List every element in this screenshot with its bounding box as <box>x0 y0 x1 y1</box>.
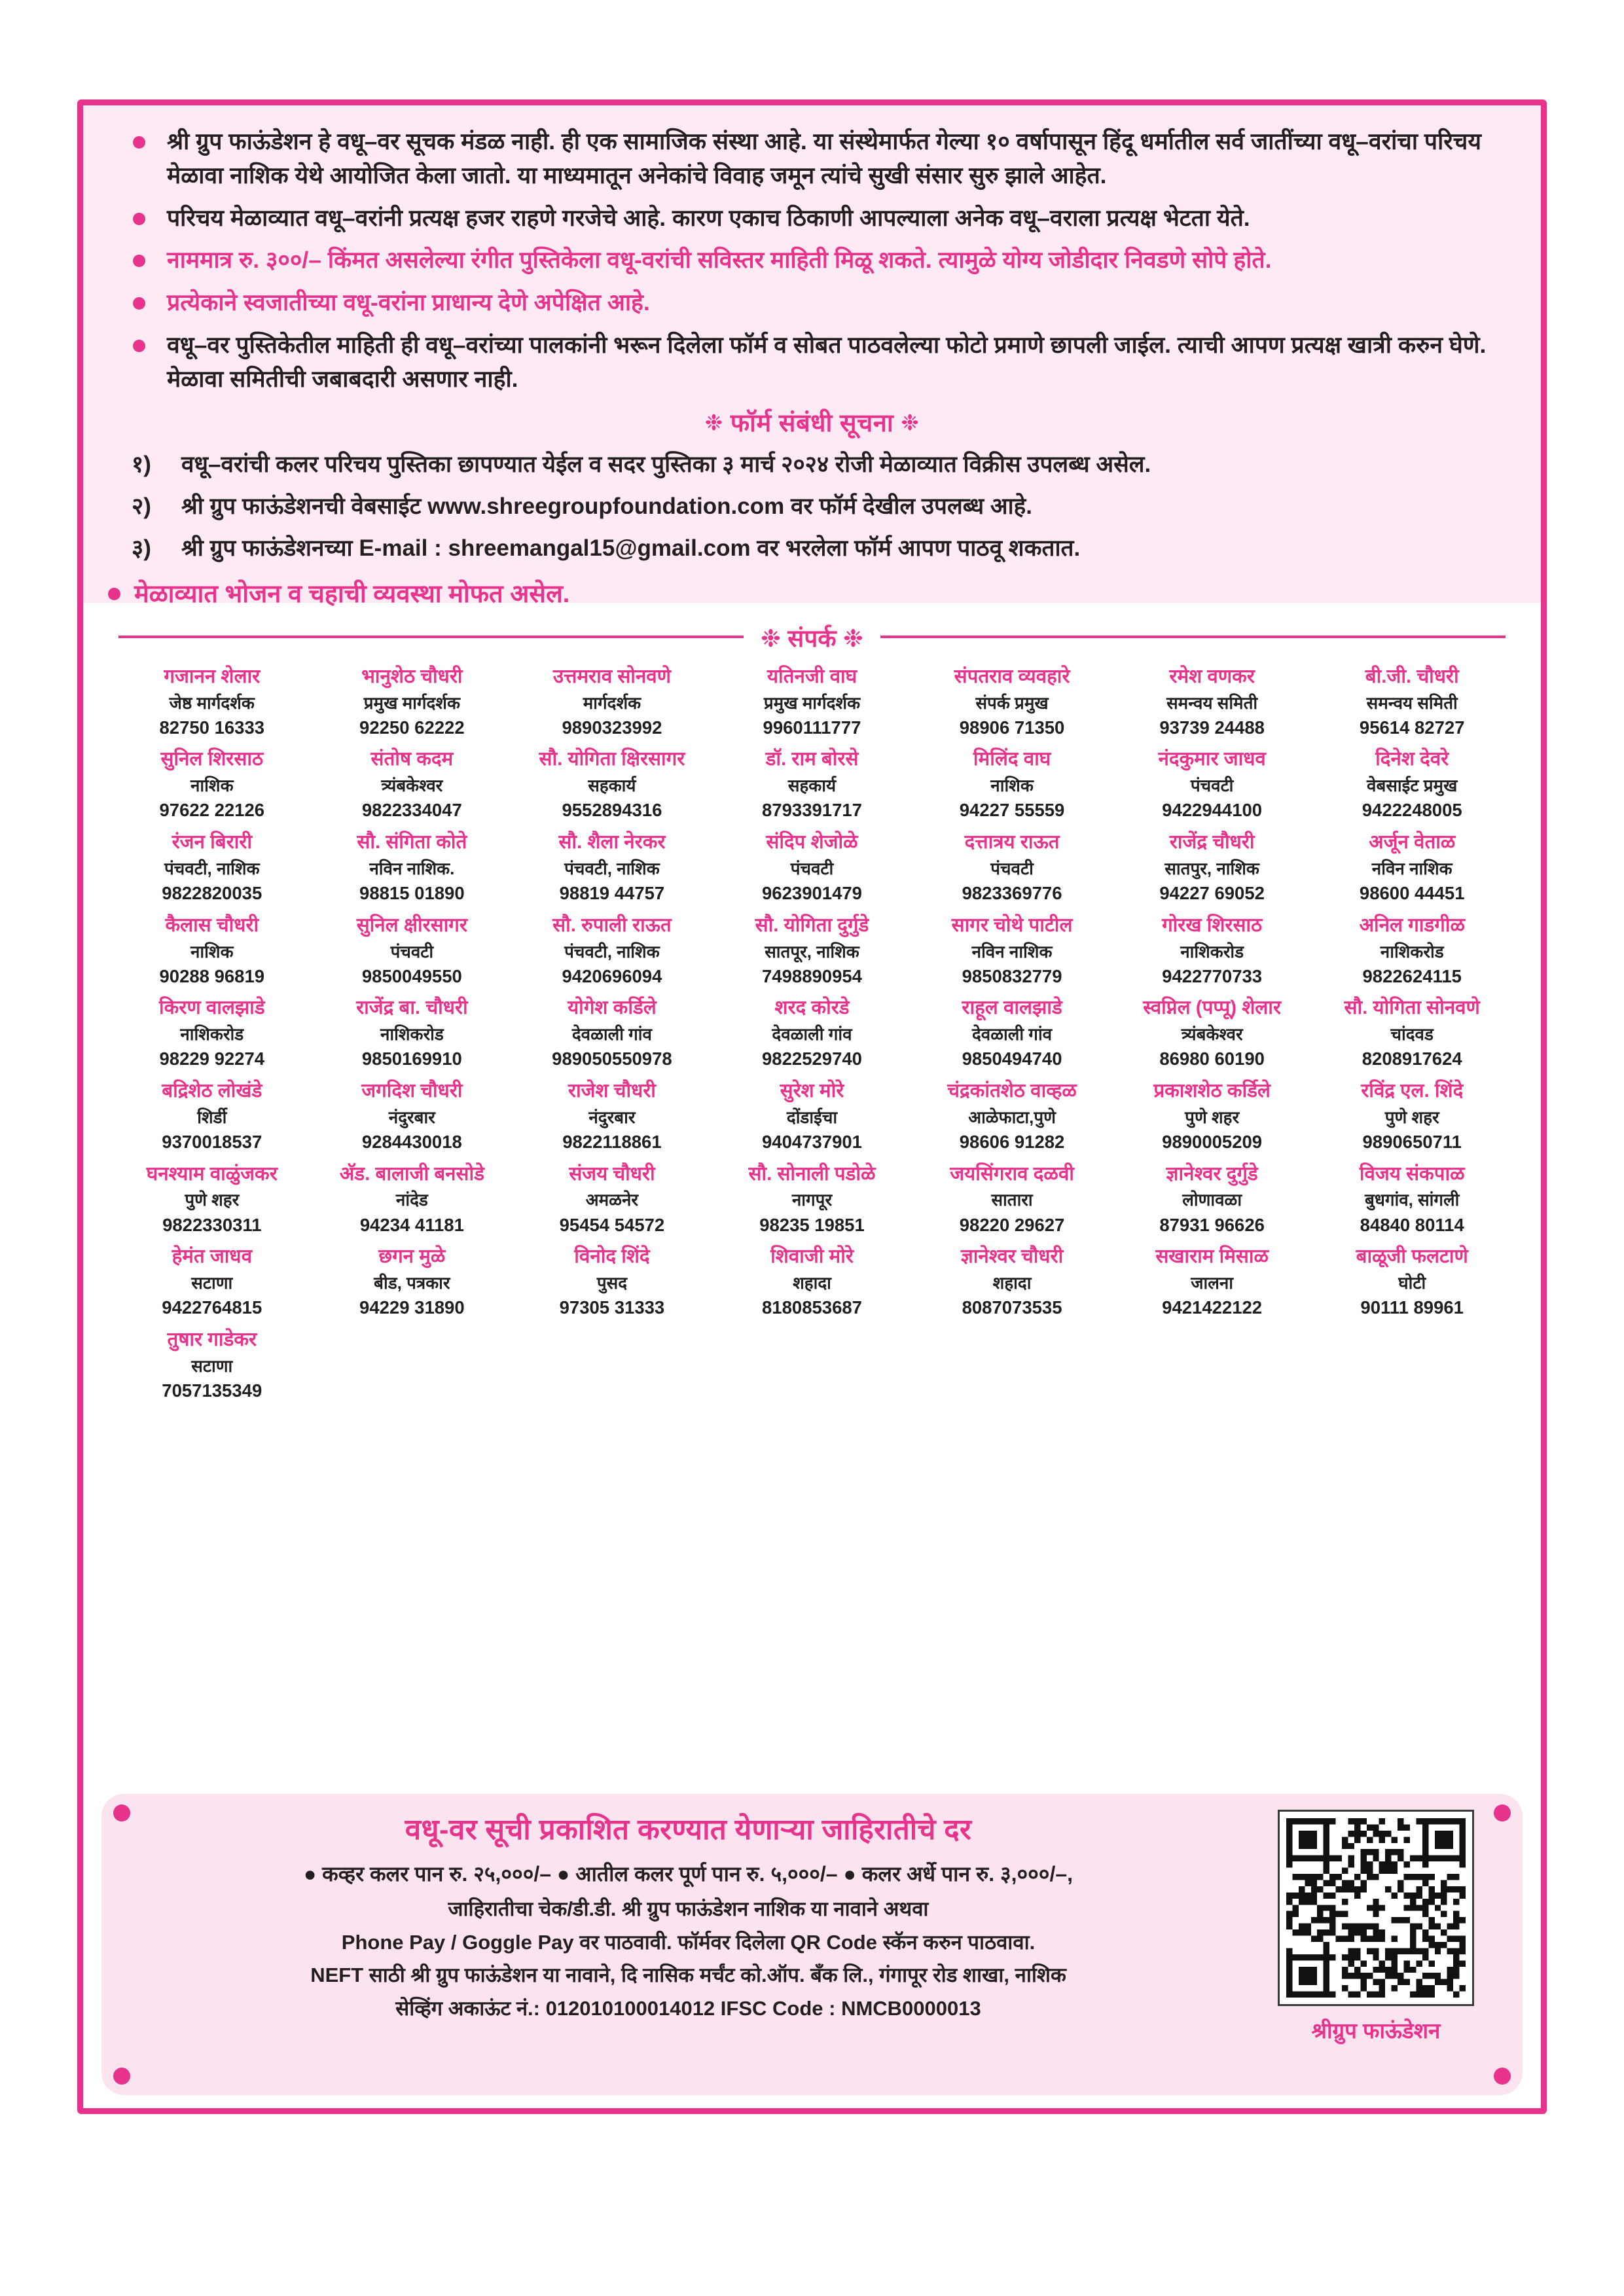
contact-role: नाशिकरोड <box>1180 941 1244 961</box>
contact-role: समन्वय समिती <box>1166 692 1258 713</box>
contact-heading-text: संपर्क <box>787 624 837 652</box>
advertisement-payment-line: Phone Pay / Goggle Pay वर पाठवावी. फॉर्मवर दिलेला QR Code स्कॅन करुन पाठवावा. <box>341 1930 1036 1954</box>
contact-role: नाशिक <box>190 776 234 796</box>
contact-card <box>513 912 711 995</box>
divider-left <box>118 636 744 638</box>
notice-bullet-text: प्रत्येकाने स्वजातीच्या वधू-वरांना प्राधान्य देणे अपेक्षित आहे. <box>167 289 650 316</box>
contact-card <box>513 1160 711 1244</box>
contact-name: सौ. योगिता दुर्गुडे <box>755 914 869 936</box>
contact-phone[interactable]: 82750 16333 <box>159 717 265 738</box>
contact-name: डॉ. राम बोरसे <box>765 748 859 770</box>
contact-role: नंदुरबार <box>388 1107 435 1127</box>
contact-role: समन्वय समिती <box>1366 692 1458 713</box>
form-notice-number: २) <box>132 493 151 519</box>
contact-name: तुषार गाडेकर <box>167 1328 257 1350</box>
contact-role: देवळाली गांव <box>571 1024 652 1045</box>
free-meal-note <box>83 576 1541 610</box>
contact-card <box>513 994 711 1077</box>
contact-name: भानुशेठ चौधरी <box>361 665 463 687</box>
contact-name: छगन मुळे <box>378 1246 446 1268</box>
contact-role: नविन नाशिक <box>1371 858 1453 878</box>
contact-phone[interactable]: 989050550978 <box>552 1049 672 1069</box>
contact-role: पंचवटी <box>990 858 1034 878</box>
contact-card <box>513 745 711 829</box>
notice-bullet-list <box>83 105 1541 397</box>
contact-card <box>1113 1077 1311 1160</box>
form-notice-item <box>124 490 1500 522</box>
contact-name: स्वप्निल (पप्पू) शेलार <box>1143 997 1281 1019</box>
contact-role: सहकार्य <box>588 776 636 796</box>
poster-frame <box>77 99 1547 2114</box>
star-ornament-icon: ❉ <box>901 410 920 435</box>
notice-bullet-2 <box>124 202 1500 236</box>
contact-name: हेमंत जाधव <box>171 1246 252 1268</box>
contact-role: नविन नाशिक <box>971 941 1053 961</box>
contact-role: नाशिकरोड <box>180 1024 244 1045</box>
contact-card <box>1313 1243 1511 1326</box>
contact-card <box>513 829 711 912</box>
contact-name: ज्ञानेश्वर दुर्गुडे <box>1166 1162 1258 1185</box>
contact-card <box>913 994 1111 1077</box>
contact-name: घनश्याम वाळुंजकर <box>146 1162 278 1185</box>
contact-name: विनोद शिंदे <box>574 1246 650 1268</box>
contact-card <box>113 829 311 912</box>
contact-role: त्र्यंबकेश्वर <box>1181 1024 1243 1045</box>
contact-heading-label <box>744 620 880 654</box>
contact-name: अ‍ॅड. बालाजी बनसोडे <box>339 1162 484 1185</box>
advertisement-rates-line: ● कव्हर कलर पान रु. २५,०००/– ● आतील कलर पूर्ण पान रु. ५,०००/– ● कलर अर्धे पान रु. ३,०००/–, <box>303 1862 1074 1886</box>
contact-card <box>1113 663 1311 746</box>
contact-card <box>113 745 311 829</box>
contact-card <box>1313 912 1511 995</box>
contact-phone[interactable]: 9284430018 <box>361 1131 462 1152</box>
contact-card <box>913 829 1111 912</box>
contact-phone[interactable]: 7057135349 <box>162 1380 262 1401</box>
contact-card <box>713 1160 911 1244</box>
corner-dot-icon <box>113 1804 130 1821</box>
qr-caption: श्रीग्रुप फाऊंडेशन <box>1311 2018 1441 2043</box>
bullet-dot-icon <box>133 297 145 310</box>
contact-name: बाळूजी फलटाणे <box>1356 1246 1468 1268</box>
contact-phone[interactable]: 98819 44757 <box>559 882 665 903</box>
bullet-dot-icon <box>108 588 120 600</box>
bullet-dot-icon <box>133 213 145 225</box>
contact-card <box>113 1326 311 1409</box>
contact-card <box>314 1077 511 1160</box>
contact-phone[interactable]: 9850049550 <box>361 965 462 986</box>
divider-right <box>880 636 1506 638</box>
contact-name: सुनिल शिरसाठ <box>160 748 264 770</box>
contact-phone[interactable]: 84840 80114 <box>1360 1214 1464 1235</box>
contact-phone[interactable]: 9822820035 <box>162 882 262 903</box>
contact-role: संपर्क प्रमुख <box>975 692 1049 713</box>
contact-name: यतिनजी वाघ <box>767 665 857 687</box>
contact-phone[interactable]: 98600 44451 <box>1359 882 1465 903</box>
contact-card <box>113 1243 311 1326</box>
contact-phone[interactable]: 9850494740 <box>962 1049 1062 1069</box>
contact-card <box>1113 1243 1311 1326</box>
contact-card <box>314 994 511 1077</box>
contact-card <box>113 1160 311 1244</box>
contact-role: पंचवटी, नाशिक <box>564 941 660 961</box>
notice-bullet-3 <box>124 243 1500 278</box>
contact-card <box>913 663 1111 746</box>
contact-phone[interactable]: 8087073535 <box>962 1297 1062 1318</box>
contact-phone[interactable]: 9422944100 <box>1162 800 1263 821</box>
contact-phone[interactable]: 94227 69052 <box>1159 882 1265 903</box>
bullet-dot-icon <box>133 255 145 267</box>
contact-name: दिनेश देवरे <box>1375 748 1449 770</box>
free-meal-note-text: मेळाव्यात भोजन व चहाची व्यवस्था मोफत असेल. <box>134 580 570 608</box>
contact-role: त्र्यंबकेश्वर <box>381 776 443 796</box>
contact-name: जयसिंगराव दळवी <box>950 1162 1074 1185</box>
contact-name: सौ. रुपाली राऊत <box>552 914 672 936</box>
contact-name: प्रकाशशेठ कर्डिले <box>1153 1080 1271 1102</box>
contact-card <box>513 1077 711 1160</box>
notice-bullet-text: श्री ग्रुप फाऊंडेशन हे वधू–वर सूचक मंडळ नाही. ही एक सामाजिक संस्था आहे. या संस्थेमार्फत गेल्या १० वर्षापासून हिंदू धर्मातील सर्व जातींच्या वधू–वरांचा परिचय मेळावा नाशिक येथे आयोजित केला जातो. या माध्यमातून अनेकांचे विवाह जमून त्यांचे सुखी संसार सुरु झाले आहेत. <box>167 128 1481 188</box>
contact-role: देवळाली गांव <box>772 1024 852 1045</box>
contact-phone[interactable]: 9890323992 <box>562 717 662 738</box>
contact-role: पुणे शहर <box>1185 1107 1240 1127</box>
contact-card <box>1313 1160 1511 1244</box>
contact-role: पंचवटी <box>1190 776 1234 796</box>
contact-role: प्रमुख मार्गदर्शक <box>363 692 460 713</box>
contact-role: सटाणा <box>191 1355 233 1376</box>
form-notice-number: १) <box>132 451 151 477</box>
contact-role: चांदवड <box>1390 1024 1434 1045</box>
contact-role: पंचवटी, नाशिक <box>564 858 660 878</box>
contact-phone[interactable]: 94229 31890 <box>359 1297 465 1318</box>
contact-card <box>913 1077 1111 1160</box>
contact-phone[interactable]: 98229 92274 <box>159 1049 265 1069</box>
contact-phone[interactable]: 7498890954 <box>762 965 862 986</box>
contact-phone[interactable]: 94227 55559 <box>959 800 1065 821</box>
contact-role: नाशिकरोड <box>380 1024 444 1045</box>
contact-name: राजेंद्र चौधरी <box>1169 831 1255 853</box>
star-ornament-icon: ❉ <box>760 624 781 652</box>
contact-name: सौ. योगिता क्षिरसागर <box>539 748 685 770</box>
contact-name: नंदकुमार जाधव <box>1158 748 1266 770</box>
advertisement-account-line: सेव्हिंग अकाऊंट नं.: 012010100014012 IFSC Code : NMCB0000013 <box>395 1996 981 2020</box>
contact-name: संजय चौधरी <box>569 1162 655 1185</box>
contact-name: सागर चोथे पाटील <box>951 914 1073 936</box>
qr-code-icon[interactable] <box>1278 1810 1474 2006</box>
form-notice-item <box>124 532 1500 564</box>
contact-phone[interactable]: 9960111777 <box>763 717 861 738</box>
corner-dot-icon <box>1494 1804 1511 1821</box>
contact-phone[interactable]: 95614 82727 <box>1359 717 1465 738</box>
contact-card <box>713 829 911 912</box>
contact-phone[interactable]: 90288 96819 <box>159 965 265 986</box>
contact-name: जगदिश चौधरी <box>361 1080 463 1102</box>
contact-phone[interactable]: 94234 41181 <box>359 1214 464 1235</box>
contact-card <box>1313 663 1511 746</box>
contact-card <box>113 663 311 746</box>
contact-role: पुणे शहर <box>185 1190 240 1210</box>
contact-name: संपतराव व्यवहारे <box>954 665 1070 687</box>
contact-phone[interactable]: 97305 31333 <box>559 1297 665 1318</box>
contact-phone[interactable]: 9420696094 <box>562 965 662 986</box>
contact-name: योगेश कर्डिले <box>568 997 657 1019</box>
contact-role: देवळाली गांव <box>971 1024 1053 1045</box>
contact-name: कैलास चौधरी <box>165 914 259 936</box>
contact-phone[interactable]: 9370018537 <box>162 1131 262 1152</box>
contact-card <box>1113 1160 1311 1244</box>
contact-card <box>513 663 711 746</box>
contact-phone[interactable]: 9822624115 <box>1362 965 1462 986</box>
contact-card <box>1113 745 1311 829</box>
corner-dot-icon <box>113 2068 130 2085</box>
contact-name: रंजन बिरारी <box>171 831 252 853</box>
contact-card <box>314 1160 511 1244</box>
star-ornament-icon: ❉ <box>704 410 723 435</box>
contact-phone[interactable]: 9822118861 <box>562 1131 662 1152</box>
contact-role: दोंडाईचा <box>786 1107 838 1127</box>
contact-name: राजेश चौधरी <box>568 1080 656 1102</box>
contact-role: नाशिकरोड <box>1380 941 1444 961</box>
form-notice-text: वधू–वरांची कलर परिचय पुस्तिका छापण्यात येईल व सदर पुस्तिका ३ मार्च २०२४ रोजी मेळाव्यात विक्रीस उपलब्ध असेल. <box>181 451 1151 477</box>
notice-bullet-5 <box>124 329 1500 397</box>
contact-role: प्रमुख मार्गदर्शक <box>763 692 861 713</box>
advertisement-title: वधू-वर सूची प्रकाशित करण्यात येणाऱ्या जाहिरातीचे दर <box>405 1814 972 1846</box>
contact-role: आळेफाटा,पुणे <box>968 1107 1056 1127</box>
form-section-heading <box>83 405 1541 439</box>
qr-section <box>1265 1810 1487 2045</box>
contact-name: चंद्रकांतशेठ वाव्हळ <box>947 1080 1077 1102</box>
advertisement-text-block <box>142 1803 1235 2089</box>
advertisement-cheque-line: जाहिरातीचा चेक/डी.डी. श्री ग्रुप फाऊंडेशन नाशिक या नावाने अथवा <box>448 1897 929 1921</box>
contact-card <box>1113 912 1311 995</box>
contact-role: नागपूर <box>791 1190 833 1210</box>
contact-name: अर्जून वेताळ <box>1369 831 1456 853</box>
form-notice-item <box>124 448 1500 480</box>
contact-card <box>1313 745 1511 829</box>
contact-card <box>913 912 1111 995</box>
contact-name: संदिप शेजोळे <box>766 831 858 853</box>
contact-role: सातारा <box>991 1190 1033 1210</box>
contact-card <box>713 663 911 746</box>
notice-bullet-text: वधू–वर पुस्तिकेतील माहिती ही वधू–वरांच्या पालकांनी भरून दिलेला फॉर्म व सोबत पाठवलेल्या फोटो प्रमाणे छापली जाईल. त्याची आपण प्रत्यक्ष खात्री करुन घेणे. मेळावा समितीची जबाबदारी असणार नाही. <box>167 332 1487 392</box>
contact-phone[interactable]: 98606 91282 <box>959 1131 1065 1152</box>
contact-card <box>713 1243 911 1326</box>
contact-phone[interactable]: 9822529740 <box>762 1049 862 1069</box>
contact-card <box>113 1077 311 1160</box>
contact-name: राहूल वालझाडे <box>962 997 1062 1019</box>
notice-bullet-text: परिचय मेळाव्यात वधू–वरांनी प्रत्यक्ष हजर राहणे गरजेचे आहे. कारण एकाच ठिकाणी आपल्याला अनेक वधू–वराला प्रत्यक्ष भेटता येते. <box>167 204 1250 231</box>
contact-role: नाशिक <box>190 941 234 961</box>
contact-role: बुधगांव, सांगली <box>1365 1190 1460 1210</box>
notice-bullet-1 <box>124 125 1500 193</box>
contact-role: पुणे शहर <box>1384 1107 1439 1127</box>
contact-role: पंचवटी, नाशिक <box>164 858 260 878</box>
contact-name: बी.जी. चौधरी <box>1365 665 1459 687</box>
contact-card <box>314 745 511 829</box>
contact-phone[interactable]: 9623901479 <box>762 882 862 903</box>
contact-phone[interactable]: 8793391717 <box>762 800 862 821</box>
contact-role: पंचवटी <box>790 858 834 878</box>
contact-name: दत्तात्रय राऊत <box>964 831 1060 853</box>
contact-phone[interactable]: 93739 24488 <box>1159 717 1265 738</box>
contact-phone[interactable]: 9850832779 <box>962 965 1062 986</box>
contact-phone[interactable]: 9404737901 <box>762 1131 862 1152</box>
contact-phone[interactable]: 9823369776 <box>962 882 1062 903</box>
contact-name: उत्तमराव सोनवणे <box>552 665 672 687</box>
contact-name: सौ. शैला नेरकर <box>558 831 666 853</box>
contact-phone[interactable]: 90111 89961 <box>1360 1297 1464 1318</box>
contact-name: सौ. सोनाली पडोळे <box>748 1162 876 1185</box>
advertisement-neft-line: NEFT साठी श्री ग्रुप फाऊंडेशन या नावाने, दि नासिक मर्चंट को.ऑप. बँक लि., गंगापूर रोड शाखा, नाशिक <box>310 1964 1066 1987</box>
contact-role: नविन नाशिक. <box>369 858 455 878</box>
contact-grid <box>83 658 1541 1409</box>
contact-role: जालना <box>1191 1273 1234 1293</box>
advertisement-rates-panel <box>101 1794 1523 2095</box>
contact-role: नांदेड <box>395 1190 428 1210</box>
contact-phone[interactable]: 9422770733 <box>1162 965 1263 986</box>
contact-name: अनिल गाडगीळ <box>1359 914 1465 936</box>
contact-name: विजय संकपाळ <box>1359 1162 1465 1185</box>
contact-name: सखाराम मिसाळ <box>1155 1246 1269 1268</box>
contact-phone[interactable]: 98235 19851 <box>759 1214 865 1235</box>
contact-phone[interactable]: 9822330311 <box>162 1214 262 1235</box>
bullet-dot-icon <box>133 136 145 149</box>
contact-section-heading <box>118 620 1506 654</box>
contact-role: नंदुरबार <box>588 1107 636 1127</box>
contact-name: शिवाजी मोरे <box>770 1246 854 1268</box>
contact-role: पंचवटी <box>390 941 434 961</box>
contact-card <box>314 829 511 912</box>
contact-role: सातपुर, नाशिक <box>1164 858 1259 878</box>
contact-role: सहकार्य <box>787 776 837 796</box>
contact-phone[interactable]: 86980 60190 <box>1159 1049 1265 1069</box>
contact-phone[interactable]: 9890650711 <box>1362 1131 1462 1152</box>
contact-card <box>913 1243 1111 1326</box>
contact-name: मिलिंद वाघ <box>973 748 1051 770</box>
form-notice-list <box>83 448 1541 564</box>
notice-bullet-4 <box>124 286 1500 320</box>
contact-card <box>1313 1077 1511 1160</box>
contact-role: नाशिक <box>990 776 1034 796</box>
contact-card <box>713 745 911 829</box>
contact-card <box>1313 994 1511 1077</box>
contact-card <box>913 1160 1111 1244</box>
contact-card <box>314 1243 511 1326</box>
contact-role: बीड, पत्रकार <box>374 1273 450 1293</box>
contact-role: लोणावळा <box>1182 1190 1242 1210</box>
contact-phone[interactable]: 9422764815 <box>162 1297 262 1318</box>
contact-phone[interactable]: 8208917624 <box>1362 1049 1462 1069</box>
contact-name: राजेंद्र बा. चौधरी <box>356 997 468 1019</box>
contact-phone[interactable]: 9552894316 <box>562 800 662 821</box>
contact-role: वेबसाईट प्रमुख <box>1367 776 1458 796</box>
contact-role: घोटी <box>1398 1273 1426 1293</box>
contact-phone[interactable]: 9822334047 <box>361 800 462 821</box>
corner-dot-icon <box>1494 2068 1511 2085</box>
contact-card <box>1313 829 1511 912</box>
contact-role: शिर्डी <box>197 1107 227 1127</box>
notice-bullet-text: नाममात्र रु. ३००/– किंमत असलेल्या रंगीत पुस्तिकेला वधू-वरांची सविस्तर माहिती मिळू शकते. त्यामुळे योग्य जोडीदार निवडणे सोपे होते. <box>167 247 1272 274</box>
contact-card <box>713 1077 911 1160</box>
contact-name: शरद कोरडे <box>774 997 850 1019</box>
contact-card <box>713 994 911 1077</box>
contact-role: मार्गदर्शक <box>583 692 641 713</box>
contact-card <box>113 912 311 995</box>
contact-name: किरण वालझाडे <box>158 997 265 1019</box>
contact-card <box>713 912 911 995</box>
contact-card <box>314 663 511 746</box>
contact-name: रमेश वणकर <box>1169 665 1255 687</box>
contact-name: गोरख शिरसाठ <box>1162 914 1263 936</box>
contact-phone[interactable]: 95454 54572 <box>559 1214 665 1235</box>
form-notice-text: श्री ग्रुप फाऊंडेशनची वेबसाईट www.shreegroupfoundation.com वर फॉर्म देखील उपलब्ध आहे. <box>181 493 1032 519</box>
contact-card <box>1113 829 1311 912</box>
contact-name: सौ. योगिता सोनवणे <box>1344 997 1480 1019</box>
contact-phone[interactable]: 98220 29627 <box>959 1214 1065 1235</box>
contact-role: शहादा <box>992 1273 1032 1293</box>
contact-name: बद्रिशेठ लोखंडे <box>162 1080 262 1102</box>
contact-role: शहादा <box>793 1273 831 1293</box>
contact-name: सुरेश मोरे <box>780 1080 844 1102</box>
contact-card <box>314 912 511 995</box>
bullet-dot-icon <box>133 340 145 352</box>
form-heading-label: फॉर्म संबंधी सूचना <box>730 409 894 437</box>
contact-card <box>1113 994 1311 1077</box>
contact-phone[interactable]: 8180853687 <box>762 1297 862 1318</box>
contact-name: संतोष कदम <box>370 748 454 770</box>
contact-card <box>913 745 1111 829</box>
contact-phone[interactable]: 92250 62222 <box>359 717 465 738</box>
contact-role: जेष्ठ मार्गदर्शक <box>169 692 255 713</box>
contact-role: सातपूर, नाशिक <box>765 941 859 961</box>
contact-name: सुनिल क्षीरसागर <box>356 914 467 936</box>
contact-phone[interactable]: 97622 22126 <box>159 800 265 821</box>
contact-card <box>513 1243 711 1326</box>
contact-phone[interactable]: 98815 01890 <box>359 882 465 903</box>
star-ornament-icon: ❉ <box>843 624 864 652</box>
form-notice-text: श्री ग्रुप फाऊंडेशनच्या E-mail : shreemangal15@gmail.com वर भरलेला फॉर्म आपण पाठवू शकतात. <box>181 535 1081 561</box>
contact-phone[interactable]: 9890005209 <box>1162 1131 1263 1152</box>
contact-name: ज्ञानेश्वर चौधरी <box>960 1246 1064 1268</box>
contact-phone[interactable]: 9421422122 <box>1162 1297 1263 1318</box>
contact-phone[interactable]: 9850169910 <box>361 1049 462 1069</box>
contact-role: पुसद <box>596 1273 627 1293</box>
contact-name: सौ. संगिता कोते <box>357 831 467 853</box>
contact-role: सटाणा <box>191 1273 233 1293</box>
contact-phone[interactable]: 9422248005 <box>1362 800 1462 821</box>
contact-phone[interactable]: 87931 96626 <box>1159 1214 1265 1235</box>
form-notice-number: ३) <box>132 535 151 561</box>
contact-name: रविंद्र एल. शिंदे <box>1361 1080 1464 1102</box>
contact-phone[interactable]: 98906 71350 <box>959 717 1065 738</box>
contact-card <box>113 994 311 1077</box>
contact-name: गजानन शेलार <box>164 665 261 687</box>
contact-role: अमळनेर <box>585 1190 639 1210</box>
